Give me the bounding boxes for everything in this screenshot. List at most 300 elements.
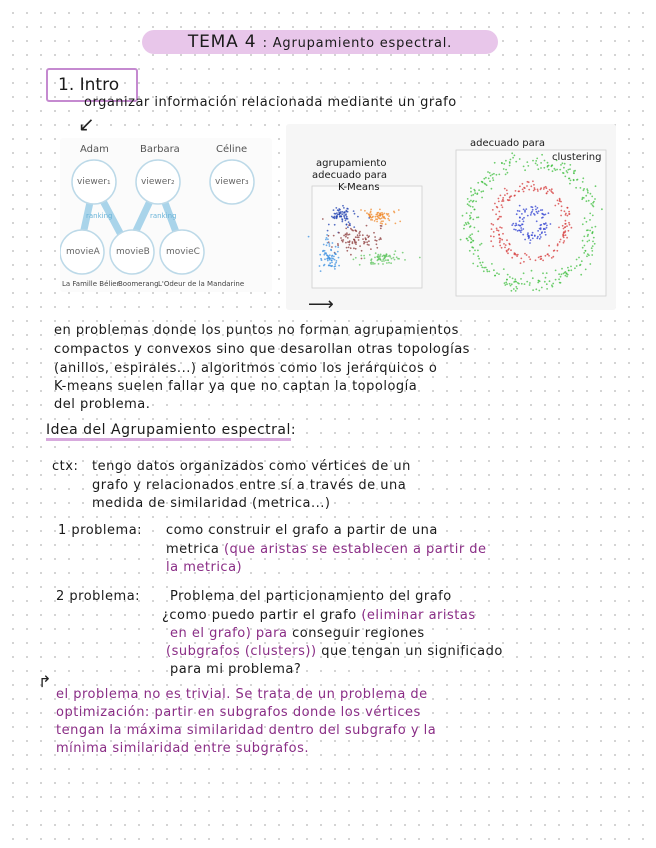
scatter-point	[509, 199, 511, 201]
scatter-point	[370, 217, 372, 219]
scatter-point	[529, 282, 531, 284]
scatter-point	[383, 213, 385, 215]
scatter-point	[330, 249, 332, 251]
scatter-point	[527, 234, 529, 236]
edge-label: ranking	[86, 212, 113, 220]
scatter-point	[388, 262, 390, 264]
scatter-point	[588, 240, 590, 242]
viewer-node-3: viewer₃	[215, 177, 249, 187]
kmeans-note-line2: adecuado para	[312, 170, 387, 181]
scatter-point	[516, 288, 518, 290]
scatter-point	[520, 227, 522, 229]
scatter-point	[327, 258, 329, 260]
scatter-point	[564, 176, 566, 178]
scatter-point	[512, 157, 514, 159]
scatter-point	[571, 227, 573, 229]
scatter-point	[345, 214, 347, 216]
scatter-point	[506, 193, 508, 195]
problem2-line3	[170, 625, 425, 643]
scatter-point	[492, 177, 494, 179]
scatter-point	[567, 267, 569, 269]
scatter-point	[348, 224, 350, 226]
scatter-point	[470, 200, 472, 202]
scatter-point	[540, 236, 542, 238]
viewer-node-1: viewer₁	[77, 177, 111, 187]
problem1-line3: la metrica)	[166, 560, 243, 575]
scatter-point	[386, 256, 388, 258]
scatter-point	[498, 198, 500, 200]
scatter-point	[331, 259, 333, 261]
scatter-point	[375, 252, 377, 254]
scatter-point	[593, 206, 595, 208]
scatter-point	[545, 234, 547, 236]
scatter-point	[346, 211, 348, 213]
scatter-point	[497, 219, 499, 221]
scatter-point	[514, 278, 516, 280]
scatter-point	[354, 213, 356, 215]
scatter-point	[482, 262, 484, 264]
scatter-point	[512, 278, 514, 280]
scatter-point	[505, 282, 507, 284]
scatter-point	[460, 239, 462, 241]
scatter-point	[555, 270, 557, 272]
scatter-point	[592, 241, 594, 243]
scatter-point	[586, 221, 588, 223]
scatter-point	[355, 248, 357, 250]
scatter-point	[503, 163, 505, 165]
scatter-point	[345, 233, 347, 235]
scatter-point	[583, 197, 585, 199]
scatter-point	[520, 225, 522, 227]
scatter-point	[560, 276, 562, 278]
scatter-point	[558, 278, 560, 280]
scatter-point	[379, 259, 381, 261]
scatter-point	[333, 209, 335, 211]
scatter-point	[537, 230, 539, 232]
scatter-point	[531, 234, 533, 236]
section-heading-colon: :	[290, 422, 297, 438]
paragraph1-line: del problema.	[54, 397, 151, 412]
scatter-point	[331, 262, 333, 264]
scatter-point	[378, 255, 380, 257]
scatter-point	[515, 286, 517, 288]
scatter-point	[521, 283, 523, 285]
scatter-point	[528, 237, 530, 239]
scatter-point	[499, 240, 501, 242]
clustering-note-line2: clustering	[552, 152, 602, 163]
scatter-point	[547, 253, 549, 255]
scatter-point	[559, 241, 561, 243]
scatter-point	[495, 213, 497, 215]
scatter-point	[470, 225, 472, 227]
scatter-point	[345, 236, 347, 238]
scatter-point	[393, 257, 395, 259]
scatter-point	[324, 258, 326, 260]
scatter-point	[377, 260, 379, 262]
scatter-point	[532, 160, 534, 162]
scatter-point	[535, 288, 537, 290]
scatter-point	[520, 278, 522, 280]
scatter-point	[362, 238, 364, 240]
scatter-point	[335, 246, 337, 248]
scatter-point	[323, 254, 325, 256]
scatter-point	[581, 260, 583, 262]
scatter-point	[321, 259, 323, 261]
scatter-point	[580, 264, 582, 266]
scatter-point	[591, 250, 593, 252]
scatter-point	[496, 174, 498, 176]
scatter-point	[328, 224, 330, 226]
scatter-point	[565, 220, 567, 222]
scatter-point	[368, 214, 370, 216]
ctx-label: ctx:	[52, 459, 79, 474]
scatter-point	[535, 259, 537, 261]
scatter-point	[545, 255, 547, 257]
scatter-point	[583, 236, 585, 238]
scatter-point	[499, 216, 501, 218]
scatter-point	[319, 254, 321, 256]
scatter-point	[465, 222, 467, 224]
scatter-point	[467, 198, 469, 200]
scatter-point	[526, 281, 528, 283]
scatter-point	[353, 259, 355, 261]
scatter-point	[507, 252, 509, 254]
scatter-point	[335, 253, 337, 255]
scatter-point	[329, 262, 331, 264]
scatter-point	[537, 190, 539, 192]
scatter-point	[466, 238, 468, 240]
scatter-point	[569, 213, 571, 215]
scatter-point	[493, 231, 495, 233]
scatter-point	[566, 237, 568, 239]
scatter-point	[345, 228, 347, 230]
scatter-point	[329, 254, 331, 256]
scatter-point	[375, 218, 377, 220]
scatter-point	[364, 210, 366, 212]
scatter-point	[335, 217, 337, 219]
scatter-point	[485, 267, 487, 269]
scatter-point	[483, 270, 485, 272]
scatter-point	[472, 240, 474, 242]
scatter-point	[352, 242, 354, 244]
scatter-point	[381, 260, 383, 262]
scatter-point	[327, 242, 329, 244]
scatter-point	[490, 240, 492, 242]
scatter-point	[383, 217, 385, 219]
scatter-point	[569, 224, 571, 226]
problem2-line1: Problema del particionamiento del grafo	[170, 589, 452, 604]
scatter-point	[499, 226, 501, 228]
scatter-point	[518, 224, 520, 226]
scatter-point	[479, 244, 481, 246]
scatter-point	[507, 274, 509, 276]
scatter-point	[345, 218, 347, 220]
scatter-point	[376, 221, 378, 223]
scatter-point	[506, 283, 508, 285]
scatter-point	[386, 262, 388, 264]
scatter-point	[391, 258, 393, 260]
scatter-point	[322, 218, 324, 220]
scatter-point	[511, 224, 513, 226]
scatter-point	[536, 211, 538, 213]
scatter-point	[490, 175, 492, 177]
scatter-point	[560, 239, 562, 241]
scatter-point	[507, 172, 509, 174]
scatter-point	[546, 272, 548, 274]
scatter-point	[373, 232, 375, 234]
scatter-point	[388, 255, 390, 257]
scatter-point	[532, 232, 534, 234]
scatter-point	[366, 212, 368, 214]
problem2-line2	[162, 607, 476, 625]
scatter-point	[343, 235, 345, 237]
scatter-point	[560, 282, 562, 284]
scatter-point	[475, 201, 477, 203]
scatter-point	[558, 203, 560, 205]
scatter-point	[395, 223, 397, 225]
scatter-point	[539, 234, 541, 236]
scatter-point	[361, 250, 363, 252]
scatter-point	[527, 165, 529, 167]
scatter-point	[530, 206, 532, 208]
scatter-point	[501, 204, 503, 206]
scatter-point	[502, 233, 504, 235]
scatter-point	[539, 228, 541, 230]
scatter-point	[501, 239, 503, 241]
scatter-point	[469, 250, 471, 252]
scatter-point	[375, 216, 377, 218]
scatter-point	[374, 220, 376, 222]
scatter-point	[519, 220, 521, 222]
scatter-point	[510, 249, 512, 251]
scatter-point	[540, 256, 542, 258]
scatter-point	[526, 161, 528, 163]
scatter-point	[492, 179, 494, 181]
scatter-point	[481, 197, 483, 199]
scatter-point	[530, 214, 532, 216]
scatter-point	[348, 221, 350, 223]
scatter-point	[514, 280, 516, 282]
scatter-point	[566, 170, 568, 172]
scatter-point	[592, 215, 594, 217]
scatter-point	[588, 200, 590, 202]
scatter-point	[398, 209, 400, 211]
scatter-point	[537, 212, 539, 214]
scatter-point	[388, 215, 390, 217]
scatter-point	[378, 215, 380, 217]
scatter-point	[387, 259, 389, 261]
scatter-point	[322, 250, 324, 252]
scatter-point	[477, 265, 479, 267]
movie-node-a: movieA	[66, 247, 100, 257]
scatter-point	[531, 270, 533, 272]
scatter-point	[376, 247, 378, 249]
scatter-point	[532, 277, 534, 279]
scatter-point	[334, 216, 336, 218]
scatter-point	[527, 215, 529, 217]
paragraph1-line: K-means suelen fallar ya que no captan la topología	[54, 379, 418, 394]
scatter-point	[577, 179, 579, 181]
scatter-point	[546, 288, 548, 290]
scatter-point	[552, 192, 554, 194]
scatter-point	[327, 238, 329, 240]
scatter-point	[494, 203, 496, 205]
scatter-point	[377, 254, 379, 256]
scatter-point	[535, 163, 537, 165]
scatter-point	[482, 190, 484, 192]
scatter-point	[542, 260, 544, 262]
scatter-point	[555, 279, 557, 281]
scatter-point	[390, 262, 392, 264]
scatter-point	[551, 164, 553, 166]
paragraph1-line: compactos y convexos sino que desarollan otras topologías	[54, 342, 470, 357]
scatter-point	[350, 247, 352, 249]
scatter-point	[567, 172, 569, 174]
scatter-point	[534, 189, 536, 191]
scatter-point	[548, 255, 550, 257]
scatter-point	[494, 275, 496, 277]
scatter-point	[382, 255, 384, 257]
scatter-point	[370, 219, 372, 221]
scatter-point	[548, 245, 550, 247]
scatter-point	[337, 246, 339, 248]
scatter-point	[560, 201, 562, 203]
scatter-point	[371, 214, 373, 216]
scatter-point	[383, 257, 385, 259]
scatter-point	[544, 231, 546, 233]
scatter-point	[504, 282, 506, 284]
problem2-line4-purple: (subgrafos (clusters))	[166, 644, 317, 659]
scatter-point	[370, 248, 372, 250]
scatter-point	[537, 282, 539, 284]
scatter-point	[540, 224, 542, 226]
scatter-point	[374, 257, 376, 259]
scatter-point	[346, 216, 348, 218]
scatter-point	[552, 170, 554, 172]
scatter-point	[542, 272, 544, 274]
scatter-point	[340, 216, 342, 218]
intro-line: organizar información relacionada mediante un grafo	[84, 95, 457, 110]
scatter-point	[394, 212, 396, 214]
scatter-point	[517, 210, 519, 212]
scatter-point	[504, 284, 506, 286]
scatter-point	[505, 169, 507, 171]
scatter-point	[545, 277, 547, 279]
scatter-point	[557, 200, 559, 202]
scatter-point	[508, 243, 510, 245]
scatter-point	[525, 208, 527, 210]
scatter-point	[541, 232, 543, 234]
movie-title-c: L'Odeur de la Mandarine	[158, 280, 245, 288]
scatter-point	[488, 271, 490, 273]
scatter-point	[492, 245, 494, 247]
scatter-point	[404, 259, 406, 261]
scatter-point	[558, 273, 560, 275]
scatter-point	[471, 241, 473, 243]
scatter-point	[514, 155, 516, 157]
scatter-point	[568, 270, 570, 272]
scatter-point	[498, 201, 500, 203]
scatter-point	[509, 196, 511, 198]
scatter-point	[387, 218, 389, 220]
scatter-point	[535, 160, 537, 162]
closing-line: tengan la máxima similaridad dentro del subgrafo y la	[56, 723, 437, 738]
scatter-point	[522, 218, 524, 220]
scatter-point	[565, 223, 567, 225]
scatter-point	[335, 262, 337, 264]
scatter-point	[494, 162, 496, 164]
scatter-point	[329, 257, 331, 259]
scatter-point	[563, 167, 565, 169]
scatter-point	[348, 247, 350, 249]
scatter-point	[561, 273, 563, 275]
scatter-point	[329, 245, 331, 247]
scatter-point	[560, 215, 562, 217]
scatter-point	[554, 205, 556, 207]
scatter-point	[527, 232, 529, 234]
scatter-point	[536, 164, 538, 166]
scatter-point	[493, 236, 495, 238]
scatter-point	[499, 238, 501, 240]
scatter-point	[347, 237, 349, 239]
scatter-point	[363, 255, 365, 257]
title-sub: : Agrupamiento espectral.	[262, 36, 453, 51]
edge-label: ranking	[150, 212, 177, 220]
scatter-point	[362, 234, 364, 236]
scatter-point	[381, 225, 383, 227]
scatter-point	[480, 264, 482, 266]
scatter-point	[377, 216, 379, 218]
scatter-point	[589, 219, 591, 221]
scatter-point	[489, 180, 491, 182]
scatter-point	[486, 184, 488, 186]
scatter-point	[594, 198, 596, 200]
scatter-point	[563, 242, 565, 244]
scatter-point	[573, 179, 575, 181]
scatter-point	[477, 255, 479, 257]
scatter-point	[370, 211, 372, 213]
scatter-point	[524, 239, 526, 241]
scatter-point	[319, 265, 321, 267]
scatter-point	[340, 212, 342, 214]
scatter-point	[470, 191, 472, 193]
scatter-point	[325, 239, 327, 241]
scatter-point	[555, 169, 557, 171]
movie-node-c: movieC	[166, 247, 200, 257]
scatter-point	[345, 242, 347, 244]
scatter-point	[472, 263, 474, 265]
scatter-point	[529, 242, 531, 244]
scatter-point	[537, 168, 539, 170]
scatter-point	[355, 236, 357, 238]
scatter-point	[523, 217, 525, 219]
scatter-point	[332, 242, 334, 244]
scatter-point	[580, 187, 582, 189]
scatter-point	[589, 213, 591, 215]
scatter-point	[374, 239, 376, 241]
scatter-point	[341, 221, 343, 223]
intro-heading: 1. Intro	[46, 68, 138, 102]
scatter-point	[479, 262, 481, 264]
scatter-point	[338, 265, 340, 267]
scatter-point	[546, 227, 548, 229]
scatter-point	[560, 210, 562, 212]
scatter-point	[568, 211, 570, 213]
scatter-point	[536, 158, 538, 160]
scatter-point	[368, 240, 370, 242]
scatter-point	[535, 206, 537, 208]
scatter-point	[601, 208, 603, 210]
